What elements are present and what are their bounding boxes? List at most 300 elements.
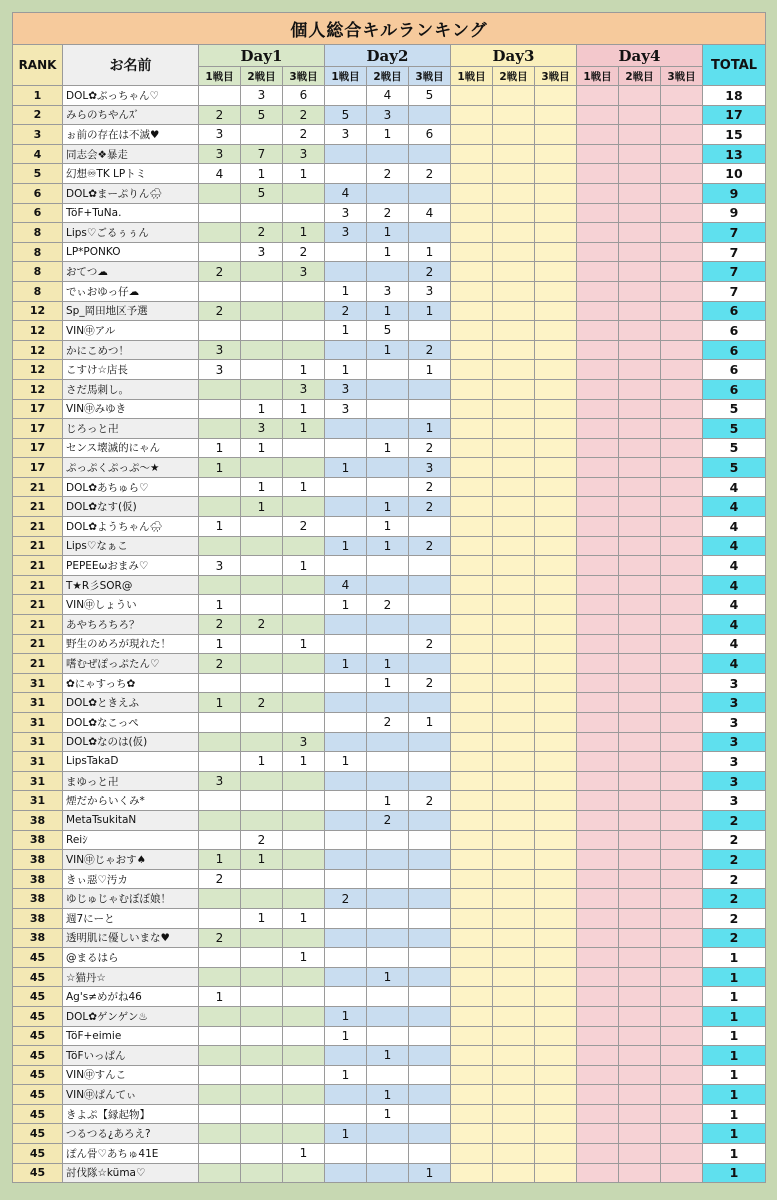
day3-empty-cell [535, 477, 577, 497]
kill-cell: 2 [241, 693, 283, 713]
rank-cell: 21 [13, 575, 63, 595]
day3-empty-cell [451, 419, 493, 439]
table-row [13, 125, 766, 145]
day4-empty-cell [577, 1163, 619, 1183]
day4-empty-cell [577, 928, 619, 948]
day3-empty-cell [451, 477, 493, 497]
kill-cell: 1 [283, 908, 325, 928]
day3-empty-cell [451, 732, 493, 752]
kill-cell [409, 399, 451, 419]
kill-cell [325, 928, 367, 948]
kill-cell [199, 575, 241, 595]
day3-empty-cell [451, 242, 493, 262]
kill-cell: 1 [283, 399, 325, 419]
rank-cell: 45 [13, 1006, 63, 1026]
day3-empty-cell [493, 556, 535, 576]
day4-empty-cell [619, 262, 661, 282]
kill-cell: 1 [283, 948, 325, 968]
rank-cell: 45 [13, 1046, 63, 1066]
day4-empty-cell [661, 889, 703, 909]
total-header: TOTAL [703, 45, 766, 86]
day4-empty-cell [619, 419, 661, 439]
day4-empty-cell [577, 732, 619, 752]
kill-cell [241, 556, 283, 576]
day4-empty-cell [577, 536, 619, 556]
kill-cell [199, 86, 241, 106]
kill-cell [283, 1124, 325, 1144]
kill-cell [283, 1085, 325, 1105]
kill-cell [283, 340, 325, 360]
kill-cell: 2 [409, 340, 451, 360]
day3-empty-cell [493, 654, 535, 674]
total-cell: 2 [703, 889, 766, 909]
day4-empty-cell [577, 321, 619, 341]
rank-cell: 21 [13, 477, 63, 497]
day4-empty-cell [661, 1163, 703, 1183]
kill-cell: 2 [409, 791, 451, 811]
player-name-cell: DOL✿ようちゃん🌧 [63, 517, 199, 537]
kill-cell [409, 105, 451, 125]
rank-cell: 21 [13, 654, 63, 674]
kill-cell [325, 869, 367, 889]
day4-empty-cell [619, 987, 661, 1007]
day3-battle3-header: 3戦目 [535, 67, 577, 86]
player-name-cell: DOL✿ゲンゲン♨ [63, 1006, 199, 1026]
kill-cell [241, 889, 283, 909]
table-row [13, 458, 766, 478]
kill-cell [283, 1163, 325, 1183]
day4-empty-cell [619, 575, 661, 595]
day4-empty-cell [619, 1085, 661, 1105]
player-name-cell: 同志会❖暴走 [63, 144, 199, 164]
day4-empty-cell [619, 810, 661, 830]
rank-cell: 38 [13, 830, 63, 850]
day3-empty-cell [493, 967, 535, 987]
day3-empty-cell [535, 438, 577, 458]
kill-cell: 1 [283, 752, 325, 772]
table-row [13, 419, 766, 439]
kill-cell [241, 1104, 283, 1124]
kill-cell: 7 [241, 144, 283, 164]
player-name-cell: DOL✿なのは(仮) [63, 732, 199, 752]
day3-empty-cell [535, 360, 577, 380]
rank-cell: 31 [13, 673, 63, 693]
kill-cell: 1 [199, 438, 241, 458]
day3-empty-cell [535, 1026, 577, 1046]
total-cell: 6 [703, 379, 766, 399]
day3-empty-cell [535, 183, 577, 203]
kill-cell [367, 850, 409, 870]
player-name-cell: VIN㊥みゆき [63, 399, 199, 419]
player-name-cell: さだ馬刺し。 [63, 379, 199, 399]
rank-cell: 6 [13, 183, 63, 203]
day4-empty-cell [619, 497, 661, 517]
day4-empty-cell [661, 86, 703, 106]
day3-empty-cell [535, 340, 577, 360]
day3-empty-cell [493, 281, 535, 301]
table-row [13, 1026, 766, 1046]
table-row [13, 281, 766, 301]
player-name-cell: Lips♡ごるぅぅん [63, 223, 199, 243]
total-cell: 4 [703, 497, 766, 517]
table-row [13, 86, 766, 106]
kill-cell [409, 810, 451, 830]
kill-cell: 4 [325, 575, 367, 595]
day4-empty-cell [577, 262, 619, 282]
day4-empty-cell [619, 536, 661, 556]
table-row [13, 673, 766, 693]
kill-cell: 2 [409, 634, 451, 654]
day4-empty-cell [619, 556, 661, 576]
kill-cell: 5 [241, 105, 283, 125]
player-name-cell: Reiｼ [63, 830, 199, 850]
kill-cell [325, 732, 367, 752]
kill-cell: 5 [241, 183, 283, 203]
kill-cell: 1 [325, 281, 367, 301]
day4-empty-cell [577, 301, 619, 321]
day3-empty-cell [535, 1006, 577, 1026]
day4-empty-cell [661, 1085, 703, 1105]
day4-empty-cell [661, 321, 703, 341]
total-cell: 1 [703, 1124, 766, 1144]
day4-empty-cell [577, 1144, 619, 1164]
kill-cell [409, 732, 451, 752]
day3-empty-cell [451, 321, 493, 341]
day3-empty-cell [535, 125, 577, 145]
kill-cell: 1 [325, 752, 367, 772]
kill-cell [241, 1065, 283, 1085]
day3-empty-cell [535, 164, 577, 184]
total-cell: 3 [703, 693, 766, 713]
kill-cell: 1 [325, 1065, 367, 1085]
day4-empty-cell [619, 242, 661, 262]
ranking-rows [13, 86, 766, 1183]
day4-empty-cell [577, 360, 619, 380]
day4-empty-cell [661, 673, 703, 693]
table-row [13, 262, 766, 282]
kill-cell [199, 1065, 241, 1085]
day4-empty-cell [619, 1104, 661, 1124]
kill-cell [241, 791, 283, 811]
rank-cell: 12 [13, 360, 63, 380]
kill-cell [367, 360, 409, 380]
kill-cell [199, 1124, 241, 1144]
day3-empty-cell [535, 281, 577, 301]
day4-empty-cell [577, 340, 619, 360]
day4-empty-cell [577, 438, 619, 458]
total-cell: 13 [703, 144, 766, 164]
total-cell: 1 [703, 1163, 766, 1183]
day4-empty-cell [661, 908, 703, 928]
player-name-cell: VIN㊥じゃおす♠ [63, 850, 199, 870]
rank-cell: 38 [13, 908, 63, 928]
rank-cell: 8 [13, 242, 63, 262]
kill-cell [409, 850, 451, 870]
kill-cell [409, 379, 451, 399]
total-cell: 3 [703, 713, 766, 733]
day3-empty-cell [535, 556, 577, 576]
total-cell: 15 [703, 125, 766, 145]
day3-empty-cell [535, 615, 577, 635]
total-cell: 2 [703, 908, 766, 928]
day2-battle3-header: 3戦目 [409, 67, 451, 86]
day4-empty-cell [577, 281, 619, 301]
day3-empty-cell [535, 399, 577, 419]
day3-empty-cell [535, 144, 577, 164]
kill-cell [325, 242, 367, 262]
table-row [13, 105, 766, 125]
day4-empty-cell [661, 497, 703, 517]
kill-cell [241, 301, 283, 321]
kill-cell: 1 [367, 536, 409, 556]
kill-cell: 1 [367, 223, 409, 243]
kill-cell: 2 [199, 869, 241, 889]
player-name-cell: VIN㊥アル [63, 321, 199, 341]
rank-cell: 31 [13, 732, 63, 752]
kill-cell: 5 [367, 321, 409, 341]
kill-cell [199, 1085, 241, 1105]
kill-cell: 3 [325, 223, 367, 243]
rank-cell: 31 [13, 791, 63, 811]
total-cell: 2 [703, 810, 766, 830]
day4-empty-cell [619, 301, 661, 321]
table-row [13, 850, 766, 870]
day3-empty-cell [493, 399, 535, 419]
day3-empty-cell [493, 1085, 535, 1105]
kill-cell [199, 223, 241, 243]
kill-cell: 1 [325, 1006, 367, 1026]
rank-cell: 45 [13, 1163, 63, 1183]
total-cell: 18 [703, 86, 766, 106]
table-row [13, 634, 766, 654]
kill-cell: 1 [409, 713, 451, 733]
day3-empty-cell [535, 575, 577, 595]
kill-cell: 1 [409, 419, 451, 439]
day4-empty-cell [577, 556, 619, 576]
kill-cell: 1 [367, 967, 409, 987]
kill-cell [409, 517, 451, 537]
kill-cell [367, 830, 409, 850]
day3-empty-cell [451, 1006, 493, 1026]
day4-empty-cell [619, 379, 661, 399]
total-cell: 1 [703, 1085, 766, 1105]
total-cell: 1 [703, 1065, 766, 1085]
total-cell: 6 [703, 360, 766, 380]
player-name-cell: DOL✿あちゅら♡ [63, 477, 199, 497]
day2-header: Day2 [325, 45, 451, 67]
day4-empty-cell [661, 438, 703, 458]
day3-empty-cell [451, 889, 493, 909]
kill-cell: 3 [241, 86, 283, 106]
day3-empty-cell [493, 242, 535, 262]
kill-cell: 3 [199, 556, 241, 576]
day4-empty-cell [661, 105, 703, 125]
kill-cell [325, 713, 367, 733]
kill-cell [325, 615, 367, 635]
day4-empty-cell [619, 321, 661, 341]
kill-cell [367, 556, 409, 576]
day3-empty-cell [535, 654, 577, 674]
kill-cell: 1 [367, 791, 409, 811]
table-row [13, 1144, 766, 1164]
kill-cell [241, 928, 283, 948]
rank-cell: 21 [13, 615, 63, 635]
day3-empty-cell [451, 673, 493, 693]
rank-cell: 8 [13, 262, 63, 282]
kill-cell [241, 987, 283, 1007]
table-row [13, 497, 766, 517]
day3-empty-cell [535, 1104, 577, 1124]
total-cell: 7 [703, 281, 766, 301]
day4-empty-cell [661, 399, 703, 419]
day4-empty-cell [661, 1006, 703, 1026]
day4-empty-cell [577, 673, 619, 693]
day4-empty-cell [661, 203, 703, 223]
kill-cell: 2 [199, 301, 241, 321]
day3-empty-cell [493, 948, 535, 968]
day4-empty-cell [619, 908, 661, 928]
kill-cell [409, 987, 451, 1007]
kill-cell [241, 536, 283, 556]
day4-empty-cell [661, 262, 703, 282]
kill-cell [199, 889, 241, 909]
day4-empty-cell [577, 615, 619, 635]
rank-cell: 2 [13, 105, 63, 125]
player-name-cell: 幻想♾TK LPトミ [63, 164, 199, 184]
day3-empty-cell [535, 262, 577, 282]
day3-empty-cell [493, 438, 535, 458]
kill-cell: 1 [283, 223, 325, 243]
kill-cell [409, 1065, 451, 1085]
kill-cell: 3 [325, 203, 367, 223]
kill-cell: 2 [325, 301, 367, 321]
player-name-cell: かにこめつ！ [63, 340, 199, 360]
kill-cell: 1 [199, 693, 241, 713]
day4-empty-cell [661, 223, 703, 243]
kill-cell: 1 [367, 438, 409, 458]
table-row [13, 654, 766, 674]
day4-empty-cell [661, 536, 703, 556]
kill-cell [367, 262, 409, 282]
day4-empty-cell [661, 869, 703, 889]
kill-cell [325, 556, 367, 576]
day4-header: Day4 [577, 45, 703, 67]
kill-cell [199, 948, 241, 968]
day3-empty-cell [493, 164, 535, 184]
total-cell: 6 [703, 340, 766, 360]
kill-cell [283, 301, 325, 321]
day4-empty-cell [619, 673, 661, 693]
day4-empty-cell [577, 164, 619, 184]
day4-empty-cell [661, 164, 703, 184]
kill-cell [241, 321, 283, 341]
rank-cell: 45 [13, 1065, 63, 1085]
day3-empty-cell [535, 497, 577, 517]
table-row [13, 556, 766, 576]
kill-cell [367, 908, 409, 928]
day4-empty-cell [661, 419, 703, 439]
kill-cell [199, 536, 241, 556]
kill-cell: 1 [325, 321, 367, 341]
day3-empty-cell [451, 1085, 493, 1105]
day4-empty-cell [619, 732, 661, 752]
player-name-cell: 嗜むぜぽっぷたん♡ [63, 654, 199, 674]
kill-cell: 2 [199, 105, 241, 125]
kill-cell [241, 1046, 283, 1066]
total-cell: 3 [703, 752, 766, 772]
player-name-cell: Lips♡なぁこ [63, 536, 199, 556]
kill-cell: 2 [283, 125, 325, 145]
player-name-cell: MetaTsukitaN [63, 810, 199, 830]
day4-empty-cell [661, 1124, 703, 1144]
day3-empty-cell [493, 752, 535, 772]
day3-empty-cell [493, 340, 535, 360]
total-cell: 4 [703, 654, 766, 674]
kill-cell: 2 [409, 438, 451, 458]
kill-cell [199, 1006, 241, 1026]
kill-cell [409, 556, 451, 576]
kill-cell: 1 [325, 536, 367, 556]
day4-empty-cell [661, 732, 703, 752]
kill-cell: 4 [367, 86, 409, 106]
player-name-cell: じろっと卍 [63, 419, 199, 439]
rank-cell: 31 [13, 693, 63, 713]
total-cell: 4 [703, 536, 766, 556]
rank-cell: 12 [13, 340, 63, 360]
day3-empty-cell [451, 164, 493, 184]
kill-cell [367, 615, 409, 635]
kill-cell [367, 1006, 409, 1026]
day3-empty-cell [535, 908, 577, 928]
kill-cell [241, 575, 283, 595]
kill-cell [409, 1026, 451, 1046]
day3-empty-cell [451, 967, 493, 987]
day4-empty-cell [577, 1026, 619, 1046]
player-name-cell: でぃおゆっ仔☁ [63, 281, 199, 301]
kill-cell [325, 1144, 367, 1164]
kill-cell [367, 752, 409, 772]
kill-cell [199, 1144, 241, 1164]
rank-cell: 21 [13, 536, 63, 556]
day3-empty-cell [493, 86, 535, 106]
rank-cell: 5 [13, 164, 63, 184]
rank-cell: 38 [13, 889, 63, 909]
rank-cell: 45 [13, 987, 63, 1007]
kill-cell [283, 713, 325, 733]
player-name-cell: Sp_岡田地区予選 [63, 301, 199, 321]
kill-cell [367, 379, 409, 399]
day3-empty-cell [493, 928, 535, 948]
kill-cell: 3 [283, 379, 325, 399]
kill-cell: 5 [409, 86, 451, 106]
kill-cell [367, 1163, 409, 1183]
kill-cell [409, 1144, 451, 1164]
day3-header: Day3 [451, 45, 577, 67]
kill-cell [325, 419, 367, 439]
kill-cell [283, 203, 325, 223]
day1-header: Day1 [199, 45, 325, 67]
kill-cell [199, 1026, 241, 1046]
day3-empty-cell [535, 889, 577, 909]
sheet-title: 個人総合キルランキング [13, 13, 766, 45]
total-cell: 2 [703, 928, 766, 948]
day4-empty-cell [619, 183, 661, 203]
day3-empty-cell [451, 301, 493, 321]
name-header: お名前 [63, 45, 199, 86]
kill-cell [409, 654, 451, 674]
kill-cell [367, 144, 409, 164]
kill-cell: 1 [283, 419, 325, 439]
